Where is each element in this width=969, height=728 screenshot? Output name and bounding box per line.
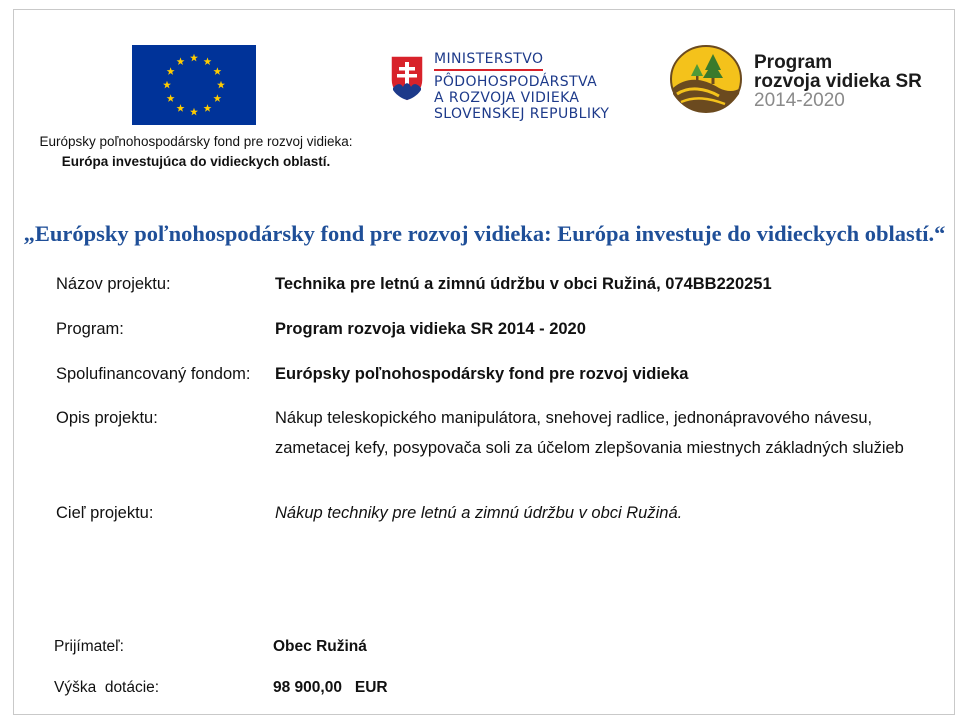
- nazov-value: Technika pre letnú a zimnú údržbu v obci Ružiná, 074BB220251: [275, 275, 772, 293]
- eu-flag-logo: [132, 45, 256, 125]
- program-label: Program:: [56, 320, 124, 338]
- slovak-crest-icon: [389, 54, 425, 102]
- nazov-label: Názov projektu:: [56, 275, 171, 293]
- program-value: Program rozvoja vidieka SR 2014 - 2020: [275, 320, 586, 338]
- poster-title: „Európsky poľnohospodársky fond pre rozvoj vidieka: Európa investuje do vidieckych oblastí.“: [23, 221, 946, 246]
- vyska-value: 98 900,00 EUR: [273, 679, 388, 696]
- program-line1: Program: [754, 52, 833, 73]
- ministry-logo-text: [434, 51, 609, 122]
- fond-value: Európsky poľnohospodársky fond pre rozvoj vidieka: [275, 365, 689, 383]
- program-line3: 2014-2020: [754, 90, 845, 111]
- program-emblem-icon: [669, 44, 743, 114]
- eu-stars-icon: [132, 45, 256, 125]
- ministry-line1: MINISTERSTVO: [434, 51, 543, 71]
- prijimatel-label: Prijímateľ:: [54, 638, 124, 655]
- ministry-line2: PÔDOHOSPODÁRSTVA: [434, 74, 598, 90]
- vyska-label: Výška dotácie:: [54, 679, 160, 696]
- ministry-line3: A ROZVOJA VIDIEKA: [434, 90, 580, 106]
- eu-caption-line1: Európsky poľnohospodársky fond pre rozvoj vidieka:: [39, 134, 353, 149]
- eu-caption-line2: Európa investujúca do vidieckych oblastí.: [61, 154, 331, 169]
- prijimatel-value: Obec Ružiná: [273, 638, 367, 655]
- fond-label: Spolufinancovaný fondom:: [56, 365, 251, 383]
- ciel-value: Nákup techniky pre letnú a zimnú údržbu v obci Ružiná.: [275, 504, 683, 522]
- opis-value-line1: Nákup teleskopického manipulátora, snehovej radlice, jednonápravového návesu,: [275, 409, 873, 427]
- ciel-label: Cieľ projektu:: [56, 504, 154, 522]
- program-logo-text: [754, 53, 922, 110]
- opis-label: Opis projektu:: [56, 409, 158, 427]
- program-line2: rozvoja vidieka SR: [754, 71, 922, 92]
- ministry-line4: SLOVENSKEJ REPUBLIKY: [434, 106, 610, 122]
- eu-caption: [36, 132, 356, 172]
- opis-value-line2: zametacej kefy, posypovača soli za účelom zlepšovania miestnych základných služieb: [275, 439, 904, 457]
